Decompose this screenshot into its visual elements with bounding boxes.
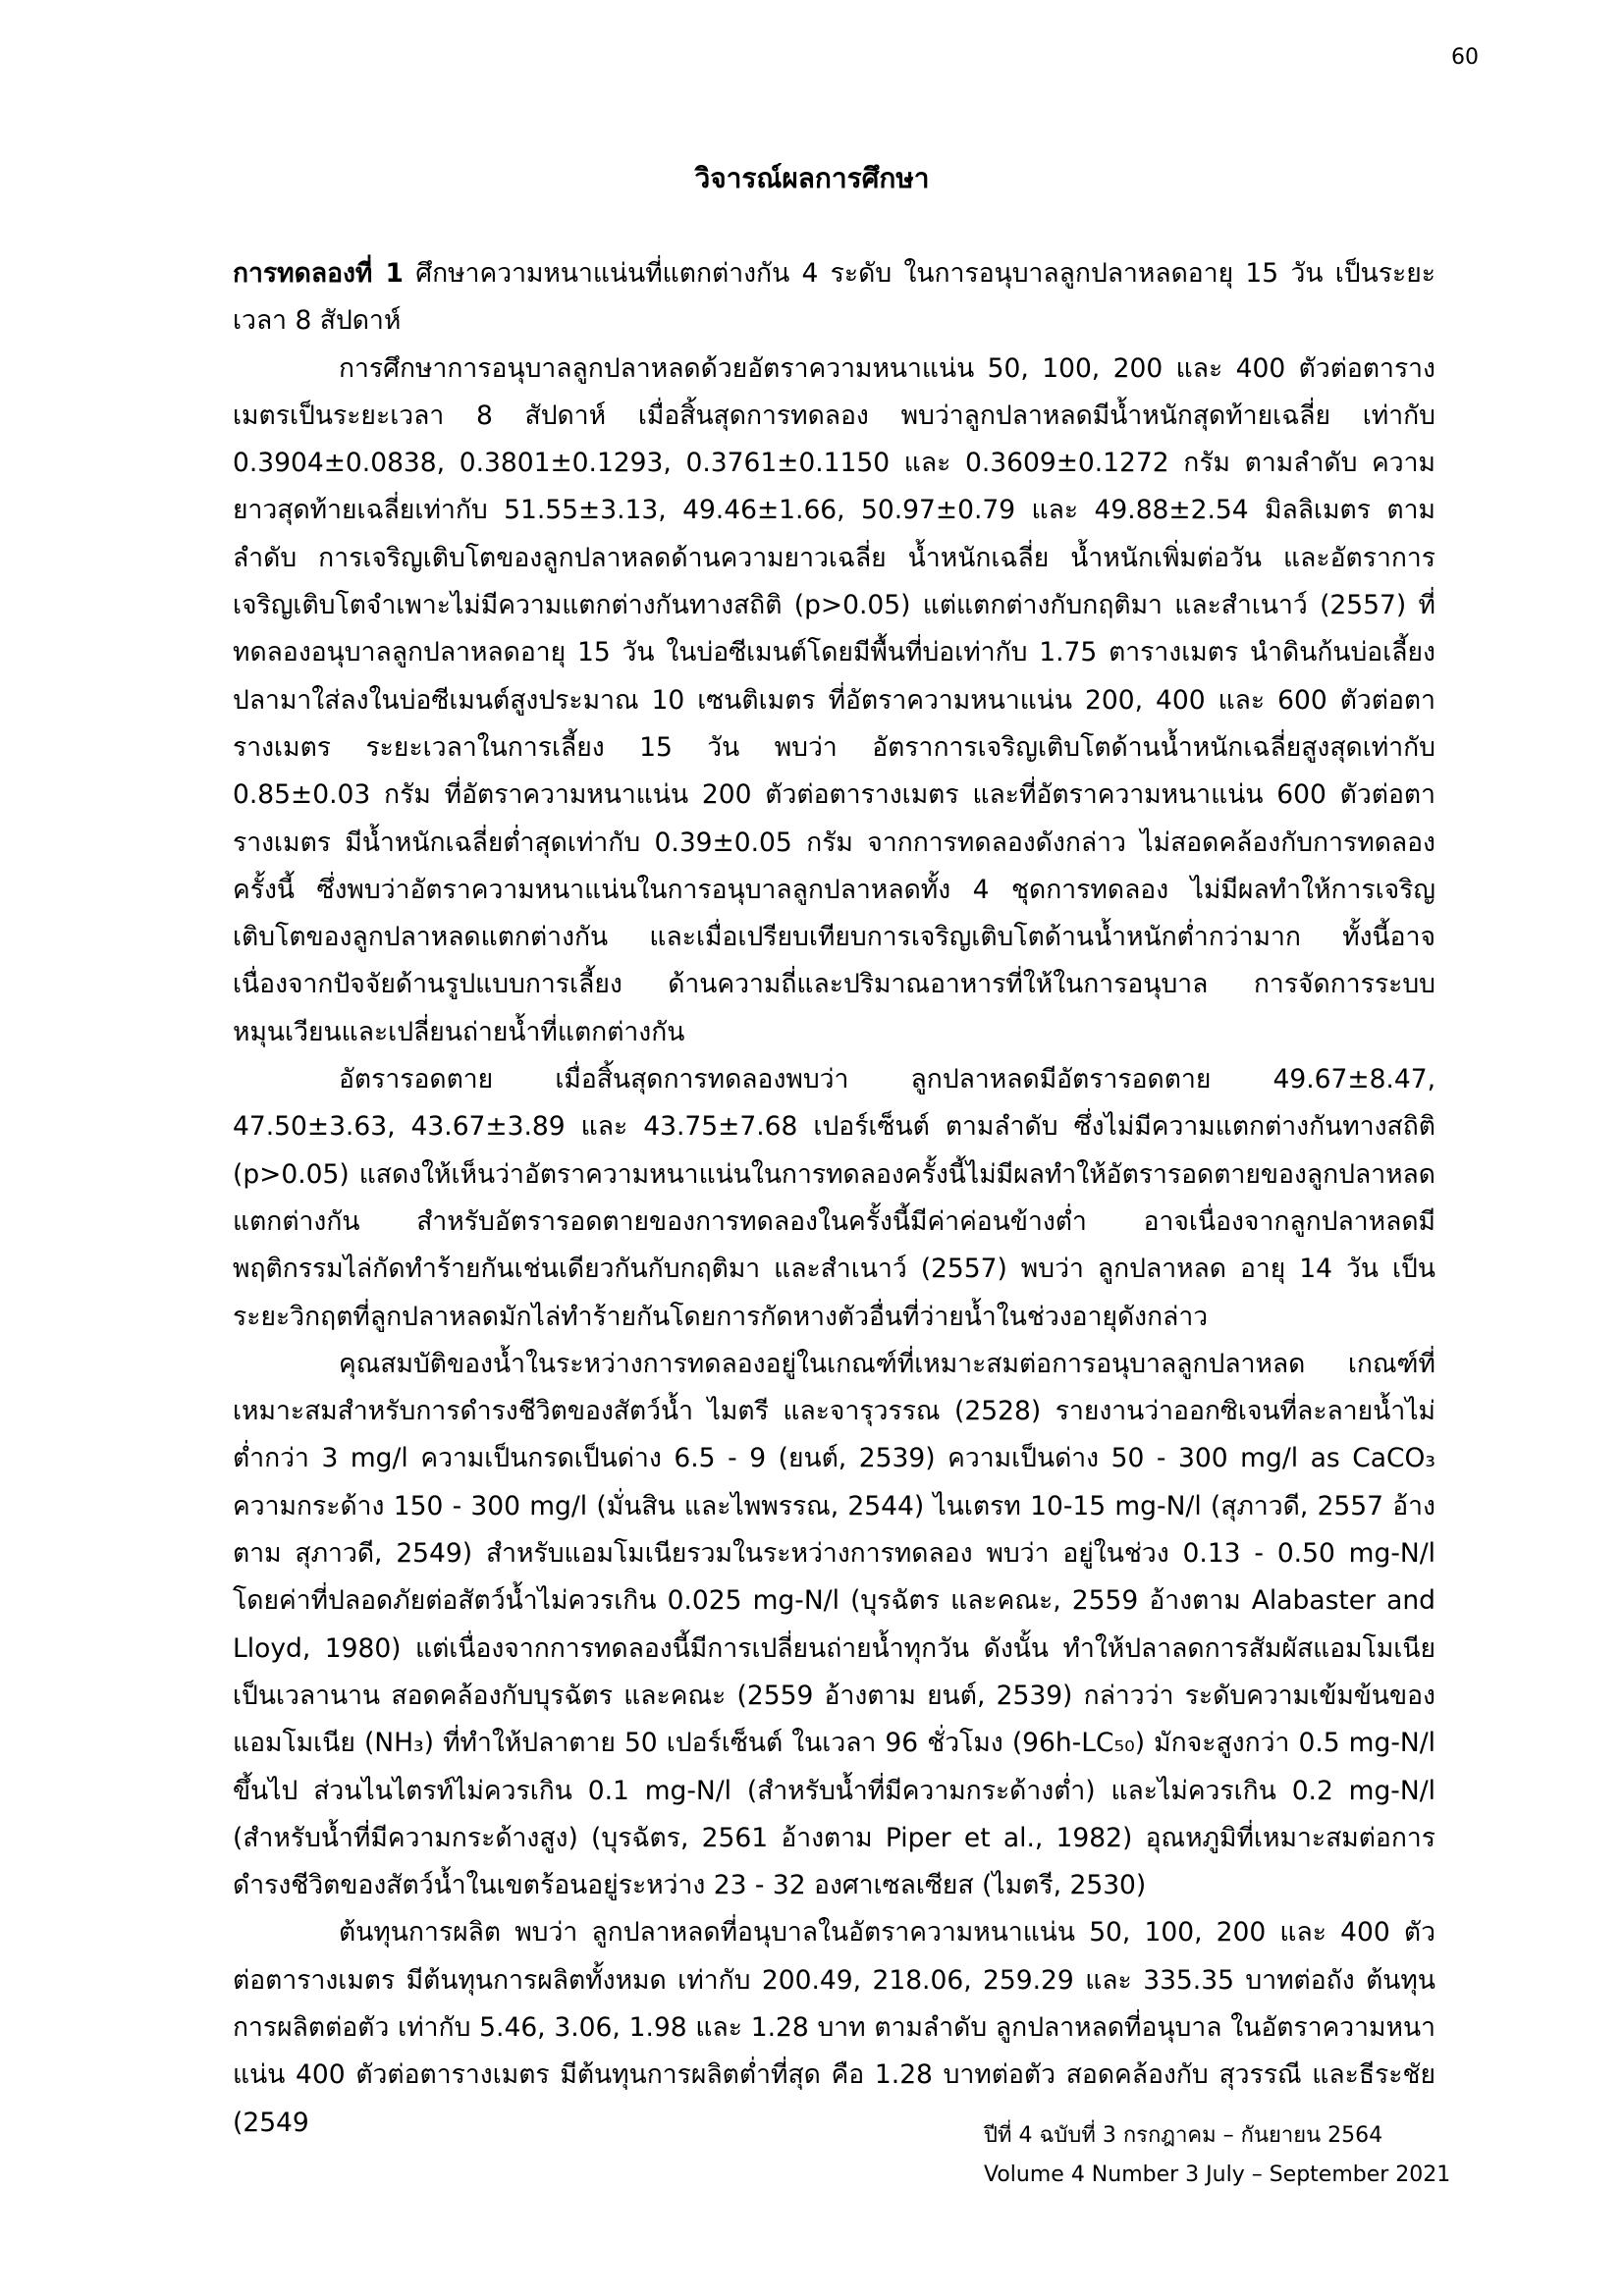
page-number: 60 bbox=[1451, 45, 1479, 70]
experiment-heading-paragraph bbox=[233, 250, 1435, 346]
paragraph-survival: อัตรารอดตาย เมื่อสิ้นสุดการทดลองพบว่า ลูกปลาหลดมีอัตรารอดตาย 49.67±8.47, 47.50±3.63, 43.67±3.89 และ 43.75±7.68 เปอร์เซ็นต์ ตามลำดับ ซึ่งไม่มีความแตกต่างกันทางสถิติ (p>0.05) แสดงให้เห็นว่าอัตราความหนาแน่นในการทดลองครั้งนี้ไม่มีผลทำให้อัตรารอดตายของลูกปลาหลดแตกต่างกัน สำหรับอัตรารอดตายของการทดลองในครั้งนี้มีค่าค่อนข้างต่ำ อาจเนื่องจากลูกปลาหลดมีพฤติกรรมไล่กัดทำร้ายกันเช่นเดียวกันกับกฤติมา และสำเนาว์ (2557) พบว่า ลูกปลาหลด อายุ 14 วัน เป็นระยะวิกฤตที่ลูกปลาหลดมักไล่ทำร้ายกันโดยการกัดหางตัวอื่นที่ว่ายน้ำในช่วงอายุดังกล่าว bbox=[233, 1064, 1435, 1332]
experiment-label: การทดลองที่ 1 bbox=[233, 258, 404, 289]
journal-footer bbox=[984, 2116, 1450, 2195]
paragraph-growth: การศึกษาการอนุบาลลูกปลาหลดด้วยอัตราความหนาแน่น 50, 100, 200 และ 400 ตัวต่อตารางเมตรเป็นระยะเวลา 8 สัปดาห์ เมื่อสิ้นสุดการทดลอง พบว่าลูกปลาหลดมีน้ำหนักสุดท้ายเฉลี่ย เท่ากับ 0.3904±0.0838, 0.3801±0.1293, 0.3761±0.1150 และ 0.3609±0.1272 กรัม ตามลำดับ ความยาวสุดท้ายเฉลี่ยเท่ากับ 51.55±3.13, 49.46±1.66, 50.97±0.79 และ 49.88±2.54 มิลลิเมตร ตามลำดับ การเจริญเติบโตของลูกปลาหลดด้านความยาวเฉลี่ย น้ำหนักเฉลี่ย น้ำหนักเพิ่มต่อวัน และอัตราการเจริญเติบโตจำเพาะไม่มีความแตกต่างกันทางสถิติ (p>0.05) แต่แตกต่างกับกฤติมา และสำเนาว์ (2557) ที่ทดลองอนุบาลลูกปลาหลดอายุ 15 วัน ในบ่อซีเมนต์โดยมีพื้นที่บ่อเท่ากับ 1.75 ตารางเมตร นำดินก้นบ่อเลี้ยงปลามาใส่ลงในบ่อซีเมนต์สูงประมาณ 10 เซนติเมตร ที่อัตราความหนาแน่น 200, 400 และ 600 ตัวต่อตารางเมตร ระยะเวลาในการเลี้ยง 15 วัน พบว่า อัตราการเจริญเติบโตด้านน้ำหนักเฉลี่ยสูงสุดเท่ากับ 0.85±0.03 กรัม ที่อัตราความหนาแน่น 200 ตัวต่อตารางเมตร และที่อัตราความหนาแน่น 600 ตัวต่อตารางเมตร มีน้ำหนักเฉลี่ยต่ำสุดเท่ากับ 0.39±0.05 กรัม จากการทดลองดังกล่าว ไม่สอดคล้องกับการทดลองครั้งนี้ ซึ่งพบว่าอัตราความหนาแน่นในการอนุบาลลูกปลาหลดทั้ง 4 ชุดการทดลอง ไม่มีผลทำให้การเจริญเติบโตของลูกปลาหลดแตกต่างกัน และเมื่อเปรียบเทียบการเจริญเติบโตด้านน้ำหนักต่ำกว่ามาก ทั้งนี้อาจเนื่องจากปัจจัยด้านรูปแบบการเลี้ยง ด้านความถี่และปริมาณอาหารที่ให้ในการอนุบาล การจัดการระบบหมุนเวียนและเปลี่ยนถ่ายน้ำที่แตกต่างกัน bbox=[233, 352, 1435, 1047]
paragraph-production-cost: ต้นทุนการผลิต พบว่า ลูกปลาหลดที่อนุบาลในอัตราความหนาแน่น 50, 100, 200 และ 400 ตัวต่อตารางเมตร มีต้นทุนการผลิตทั้งหมด เท่ากับ 200.49, 218.06, 259.29 และ 335.35 บาทต่อถัง ต้นทุนการผลิตต่อตัว เท่ากับ 5.46, 3.06, 1.98 และ 1.28 บาท ตามลำดับ ลูกปลาหลดที่อนุบาล ในอัตราความหนาแน่น 400 ตัวต่อตารางเมตร มีต้นทุนการผลิตต่ำที่สุด คือ 1.28 บาทต่อตัว สอดคล้องกับ สุวรรณี และธีระชัย (2549 bbox=[233, 1917, 1435, 2138]
footer-english-issue: Volume 4 Number 3 July – September 2021 bbox=[984, 2163, 1451, 2187]
section-title: วิจารณ์ผลการศึกษา bbox=[694, 162, 930, 194]
experiment-description: ศึกษาความหนาแน่นที่แตกต่างกัน 4 ระดับ ในการอนุบาลลูกปลาหลดอายุ 15 วัน เป็นระยะเวลา 8 สัปดาห์ bbox=[233, 258, 1435, 337]
footer-thai-issue: ปีที่ 4 ฉบับที่ 3 กรกฎาคม – กันยายน 2564 bbox=[984, 2123, 1383, 2148]
paragraph-water-quality: คุณสมบัติของน้ำในระหว่างการทดลองอยู่ในเกณฑ์ที่เหมาะสมต่อการอนุบาลลูกปลาหลด เกณฑ์ที่เหมาะสมสำหรับการดำรงชีวิตของสัตว์น้ำ ไมตรี และจารุวรรณ (2528) รายงานว่าออกซิเจนที่ละลายน้ำไม่ต่ำกว่า 3 mg/l ความเป็นกรดเป็นด่าง 6.5 - 9 (ยนต์, 2539) ความเป็นด่าง 50 - 300 mg/l as CaCO₃ ความกระด้าง 150 - 300 mg/l (มั่นสิน และไพพรรณ, 2544) ไนเตรท 10-15 mg-N/l (สุภาวดี, 2557 อ้างตาม สุภาวดี, 2549) สำหรับแอมโมเนียรวมในระหว่างการทดลอง พบว่า อยู่ในช่วง 0.13 - 0.50 mg-N/l โดยค่าที่ปลอดภัยต่อสัตว์น้ำไม่ควรเกิน 0.025 mg-N/l (บุรฉัตร และคณะ, 2559 อ้างตาม Alabaster and Lloyd, 1980) แต่เนื่องจากการทดลองนี้มีการเปลี่ยนถ่ายน้ำทุกวัน ดังนั้น ทำให้ปลาลดการสัมผัสแอมโมเนียเป็นเวลานาน สอดคล้องกับบุรฉัตร และคณะ (2559 อ้างตาม ยนต์, 2539) กล่าวว่า ระดับความเข้มข้นของแอมโมเนีย (NH₃) ที่ทำให้ปลาตาย 50 เปอร์เซ็นต์ ในเวลา 96 ชั่วโมง (96h-LC₅₀) มักจะสูงกว่า 0.5 mg-N/l ขึ้นไป ส่วนไนไตรท์ไม่ควรเกิน 0.1 mg-N/l (สำหรับน้ำที่มีความกระด้างต่ำ) และไม่ควรเกิน 0.2 mg-N/l (สำหรับน้ำที่มีความกระด้างสูง) (บุรฉัตร, 2561 อ้างตาม Piper et al., 1982) อุณหภูมิที่เหมาะสมต่อการดำรงชีวิตของสัตว์น้ำในเขตร้อนอยู่ระหว่าง 23 - 32 องศาเซลเซียส (ไมตรี, 2530) bbox=[233, 1348, 1435, 1901]
body-text bbox=[233, 250, 1435, 2147]
